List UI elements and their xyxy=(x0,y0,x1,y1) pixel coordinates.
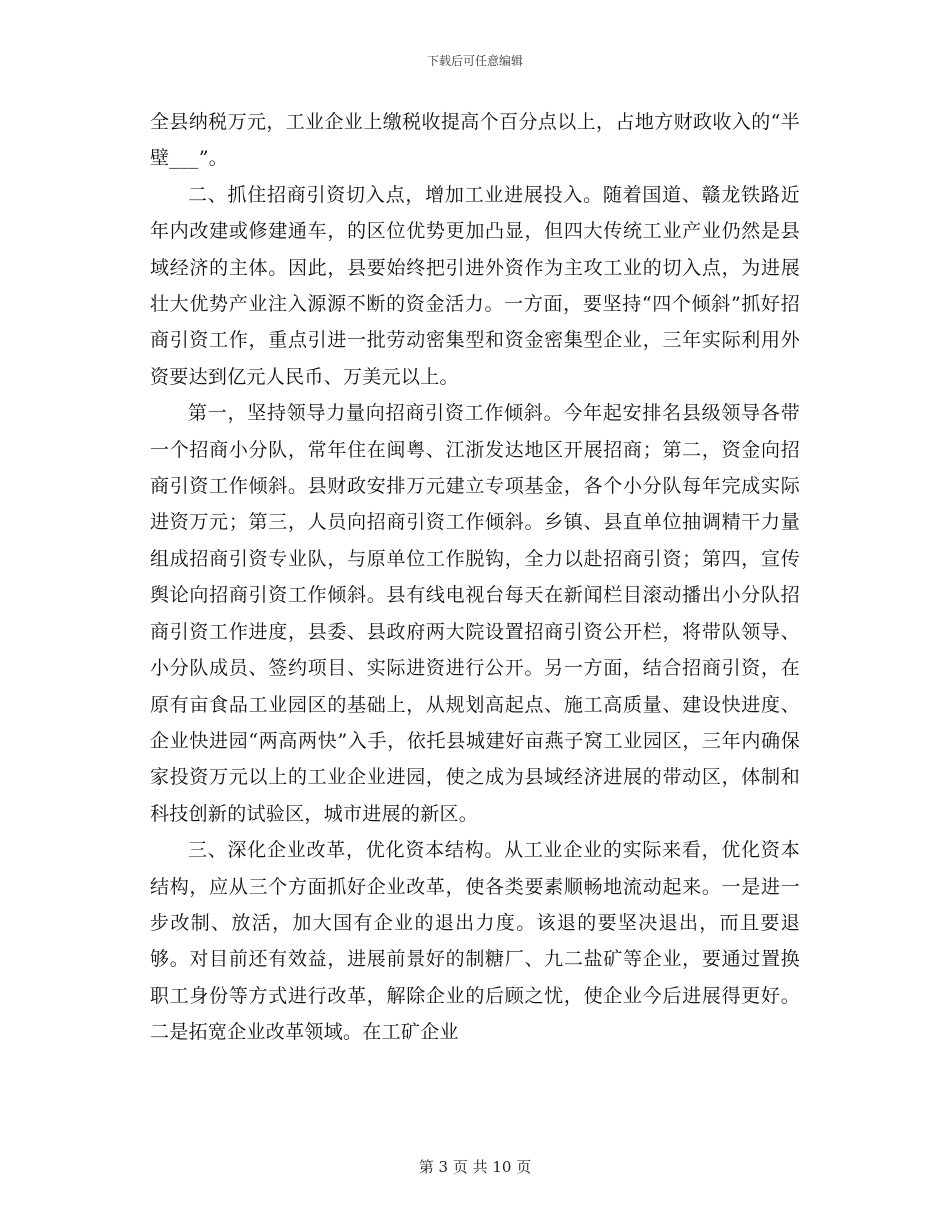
paragraph-section-two: 二、抓住招商引资切入点，增加工业进展投入。随着国道、赣龙铁路近年内改建或修建通车，的区位优势更加凸显，但四大传统工业产业仍然是县域经济的主体。因此，县要始终把引进外资作为主攻工业的切入点，为进展壮大优势产业注入源源不断的资金活力。一方面，要坚持“四个倾斜”抓好招商引资工作，重点引进一批劳动密集型和资金密集型企业，三年实际利用外资要达到亿元人民币、万美元以上。 xyxy=(150,183,800,388)
document-body xyxy=(150,104,800,1051)
page-header-note: 下载后可任意编辑 xyxy=(426,54,523,68)
paragraph-four-tilts: 第一，坚持领导力量向招商引资工作倾斜。今年起安排名县级领导各带一个招商小分队，常年住在闽粤、江浙发达地区开展招商；第二，资金向招商引资工作倾斜。县财政安排万元建立专项基金，各个小分队每年完成实际进资万元；第三，人员向招商引资工作倾斜。乡镇、县直单位抽调精干力量组成招商引资专业队，与原单位工作脱钩，全力以赴招商引资；第四，宣传舆论向招商引资工作倾斜。县有线电视台每天在新闻栏目滚动播出小分队招商引资工作进度，县委、县政府两大院设置招商引资公开栏，将带队领导、小分队成员、签约项目、实际进资进行公开。另一方面，结合招商引资，在原有亩食品工业园区的基础上，从规划高起点、施工高质量、建设快进度、企业快进园“两高两快”入手，依托县城建好亩燕子窝工业园区，三年内确保家投资万元以上的工业企业进园，使之成为县域经济进展的带动区，体制和科技创新的试验区，城市进展的新区。 xyxy=(150,402,800,825)
paragraph-section-three: 三、深化企业改革，优化资本结构。从工业企业的实际来看，优化资本结构，应从三个方面抓好企业改革，使各类要素顺畅地流动起来。一是进一步改制、放活，加大国有企业的退出力度。该退的要坚决退出，而且要退够。对目前还有效益，进展前景好的制糖厂、九二盐矿等企业，要通过置换职工身份等方式进行改革，解除企业的后顾之忧，使企业今后进展得更好。二是拓宽企业改革领域。在工矿企业 xyxy=(150,839,800,1044)
paragraph-continuation: 全县纳税万元，工业企业上缴税收提高个百分点以上，占地方财政收入的“半壁___”。 xyxy=(150,111,800,170)
page-number: 第 3 页 共 10 页 xyxy=(418,1158,532,1176)
